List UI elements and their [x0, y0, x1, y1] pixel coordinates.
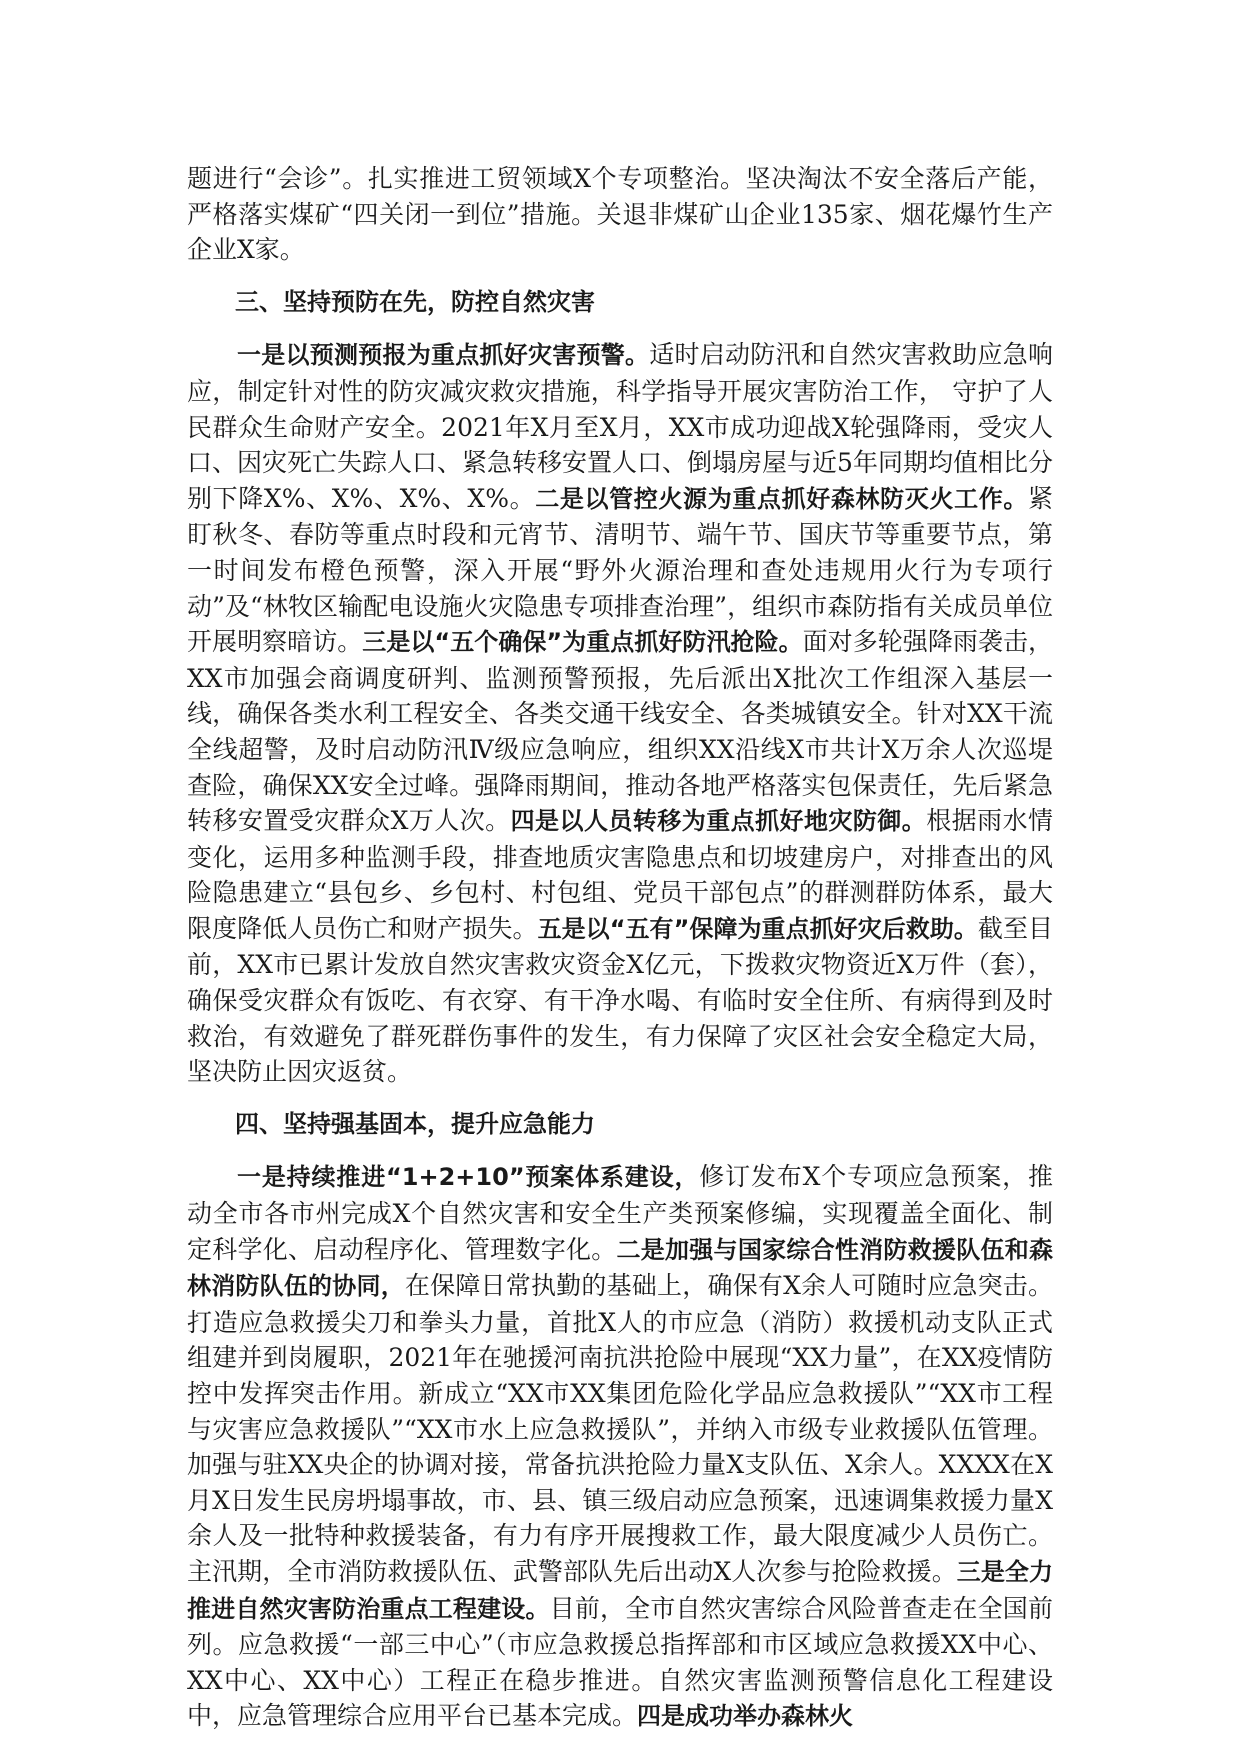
- point-title: 三是全力推进自然灾害防治重点工程建设。: [187, 1557, 1053, 1623]
- point-text: 根据雨水情变化，运用多种监测手段，排查地质灾害隐患点和切坡建房户，对排查出的风险隐患建立“县包乡、乡包村、村包组、党员干部包点”的群测群防体系，最大限度降低人员伤亡和财产损失。: [187, 806, 1053, 943]
- point-text: 修订发布X个专项应急预案，推动全市各市州完成X个自然灾害和安全生产类预案修编，实现覆盖全面化、制定科学化、启动程序化、管理数字化。: [187, 1162, 1053, 1264]
- point-title: 一是持续推进“1+2+10”预案体系建设，: [237, 1163, 700, 1192]
- section-heading-3: 三、坚持预防在先，防控自然灾害: [235, 287, 595, 316]
- section-3-body: [187, 337, 1053, 1089]
- section-heading-4: 四、坚持强基固本，提升应急能力: [235, 1109, 595, 1138]
- point-text: 截至目前，XX市已累计发放自然灾害救灾资金X亿元，下拨救灾物资近X万件（套），确保受灾群众有饭吃、有衣穿、有干净水喝、有临时安全住所、有病得到及时救治，有效避免了群死群伤事件的发生，有力保障了灾区社会安全稳定大局，坚决防止因灾返贫。: [187, 913, 1053, 1087]
- point-title: 二是加强与国家综合性消防救援队伍和森林消防队伍的协同，: [187, 1235, 1053, 1301]
- point-text: 在保障日常执勤的基础上，确保有X余人可随时应急突击。打造应急救援尖刀和拳头力量，首批X人的市应急（消防）救援机动支队正式组建并到岗履职，2021年在驰援河南抗洪抢险中展现“XX力量”，在XX疫情防控中发挥突击作用。新成立“XX市XX集团危险化学品应急救援队”“XX市工程与灾害应急救援队”“XX市水上应急救援队”，并纳入市级专业救援队伍管理。加强与驻XX央企的协调对接，常备抗洪抢险力量X支队伍、X余人。XXXX在X月X日发生民房坍塌事故，市、县、镇三级启动应急预案，迅速调集救援力量X余人及一批特种救援装备，有力有序开展搜救工作，最大限度减少人员伤亡。主汛期，全市消防救援队伍、武警部队先后出动X人次参与抢险救援。: [187, 1271, 1053, 1586]
- point-text: 目前，全市自然灾害综合风险普查走在全国前列。应急救援“一部三中心”（市应急救援总指挥部和市区域应急救援XX中心、XX中心、XX中心）工程正在稳步推进。自然灾害监测预警信息化工程建设中，应急管理综合应用平台已基本完成。: [187, 1593, 1053, 1731]
- point-text: 面对多轮强降雨袭击，XX市加强会商调度研判、监测预警预报，先后派出X批次工作组深入基层一线，确保各类水利工程安全、各类交通干线安全、各类城镇安全。针对XX干流全线超警，及时启动防汛Ⅳ级应急响应，组织XX沿线X市共计X万余人次巡堤查险，确保XX安全过峰。强降雨期间，推动各地严格落实包保责任，先后紧急转移安置受灾群众X万人次。: [187, 627, 1053, 836]
- point-title: 二是以管控火源为重点抓好森林防灭火工作。: [535, 484, 1028, 513]
- section-4-body: [187, 1159, 1053, 1735]
- point-text: 紧盯秋冬、春防等重点时段和元宵节、清明节、端午节、国庆节等重要节点，第一时间发布橙色预警，深入开展“野外火源治理和查处违规用火行为专项行动”及“林牧区输配电设施火灾隐患专项排查治理”，组织市森防指有关成员单位开展明察暗访。: [187, 483, 1054, 657]
- document-page: [187, 161, 1053, 1752]
- paragraph-continued: 题进行“会诊”。扎实推进工贸领域X个专项整治。坚决淘汰不安全落后产能，严格落实煤矿“四关闭一到位”措施。关退非煤矿山企业135家、烟花爆竹生产企业X家。: [187, 164, 1053, 265]
- point-title: 四是以人员转移为重点抓好地灾防御。: [510, 807, 927, 836]
- point-title: 一是以预测预报为重点抓好灾害预警。: [237, 341, 650, 370]
- point-title: 三是以“五个确保”为重点抓好防汛抢险。: [362, 628, 803, 657]
- point-title: 五是以“五有”保障为重点抓好灾后救助。: [537, 914, 978, 943]
- point-title: 四是成功举办森林火: [637, 1702, 854, 1731]
- point-text: 适时启动防汛和自然灾害救助应急响应，制定针对性的防灾减灾救灾措施，科学指导开展灾害防治工作， 守护了人民群众生命财产安全。2021年X月至X月，XX市成功迎战X轮强降雨，受灾人口、因灾死亡失踪人口、紧急转移安置人口、倒塌房屋与近5年同期均值相比分别下降X%、X%、X%、X%。: [187, 340, 1053, 513]
